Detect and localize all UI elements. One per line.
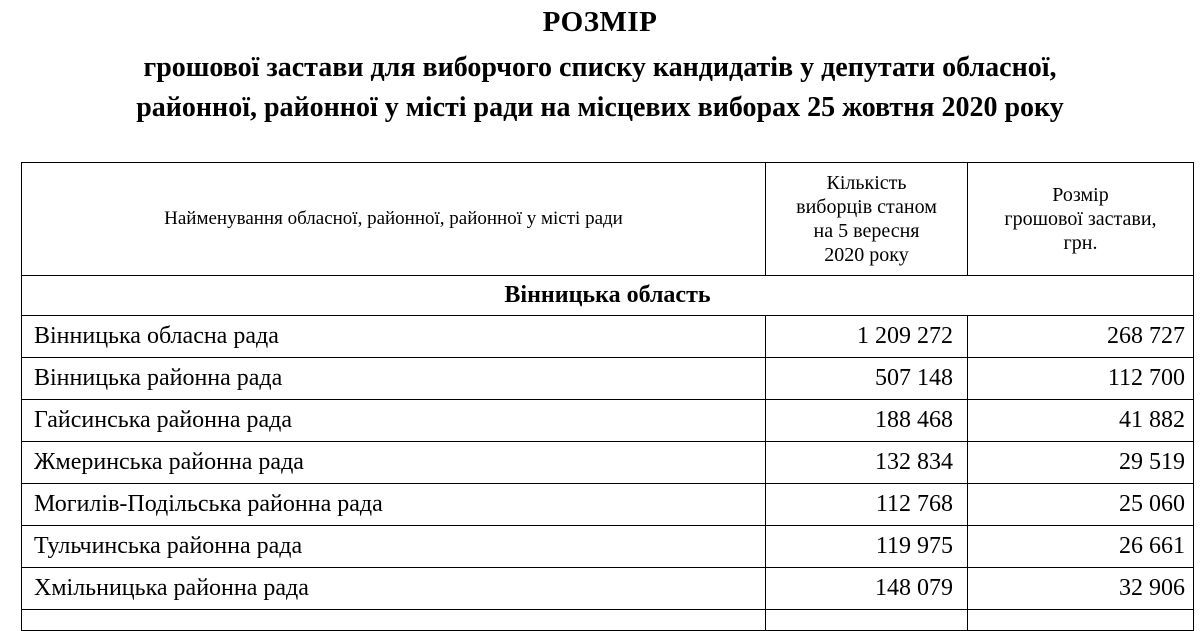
empty-cell	[766, 610, 968, 631]
table-row	[22, 568, 1194, 610]
header-voters-line: 2020 року	[824, 244, 909, 266]
deposit-cell: 29 519	[968, 442, 1194, 484]
council-name-cell: Хмільницька районна рада	[22, 568, 766, 610]
header-deposit-line: Розмір	[1052, 184, 1109, 206]
header-voters-line: Кількість	[826, 172, 907, 194]
table-row	[22, 316, 1194, 358]
voters-cell: 119 975	[766, 526, 968, 568]
deposit-table	[21, 162, 1194, 631]
voters-cell: 188 468	[766, 400, 968, 442]
council-name-cell: Тульчинська районна рада	[22, 526, 766, 568]
voters-cell: 112 768	[766, 484, 968, 526]
table-row	[22, 358, 1194, 400]
header-deposit-line: грн.	[1063, 232, 1098, 254]
header-deposit-amount	[968, 163, 1194, 276]
header-deposit-line: грошової застави,	[1004, 208, 1157, 230]
title-line-1: грошової застави для виборчого списку кандидатів у депутати обласної,	[143, 52, 1057, 83]
region-row	[22, 276, 1194, 316]
table-row	[22, 526, 1194, 568]
table-row	[22, 484, 1194, 526]
region-name: Вінницька область	[22, 276, 1194, 316]
deposit-cell: 25 060	[968, 484, 1194, 526]
council-name-cell: Жмеринська районна рада	[22, 442, 766, 484]
deposit-cell: 268 727	[968, 316, 1194, 358]
table-row	[22, 442, 1194, 484]
voters-cell: 1 209 272	[766, 316, 968, 358]
council-name-cell: Могилів-Подільська районна рада	[22, 484, 766, 526]
voters-cell: 507 148	[766, 358, 968, 400]
header-council-name: Найменування обласної, районної, районної у місті ради	[22, 163, 766, 276]
voters-cell: 132 834	[766, 442, 968, 484]
header-voters-line: виборців станом	[796, 196, 937, 218]
voters-cell: 148 079	[766, 568, 968, 610]
deposit-cell: 112 700	[968, 358, 1194, 400]
deposit-cell: 26 661	[968, 526, 1194, 568]
header-voters-line: на 5 вересня	[813, 220, 920, 242]
council-name-cell: Вінницька районна рада	[22, 358, 766, 400]
header-voters-count	[766, 163, 968, 276]
title-line-2: районної, районної у місті ради на місцевих виборах 25 жовтня 2020 року	[136, 92, 1064, 123]
empty-cell	[968, 610, 1194, 631]
deposit-cell: 41 882	[968, 400, 1194, 442]
table-row-partial	[22, 610, 1194, 631]
title-subtitle	[0, 48, 1200, 128]
title-main: РОЗМІР	[542, 6, 658, 38]
table-row	[22, 400, 1194, 442]
council-name-cell: Гайсинська районна рада	[22, 400, 766, 442]
council-name-cell: Вінницька обласна рада	[22, 316, 766, 358]
table-header-row	[22, 163, 1194, 276]
empty-cell	[22, 610, 766, 631]
deposit-cell: 32 906	[968, 568, 1194, 610]
